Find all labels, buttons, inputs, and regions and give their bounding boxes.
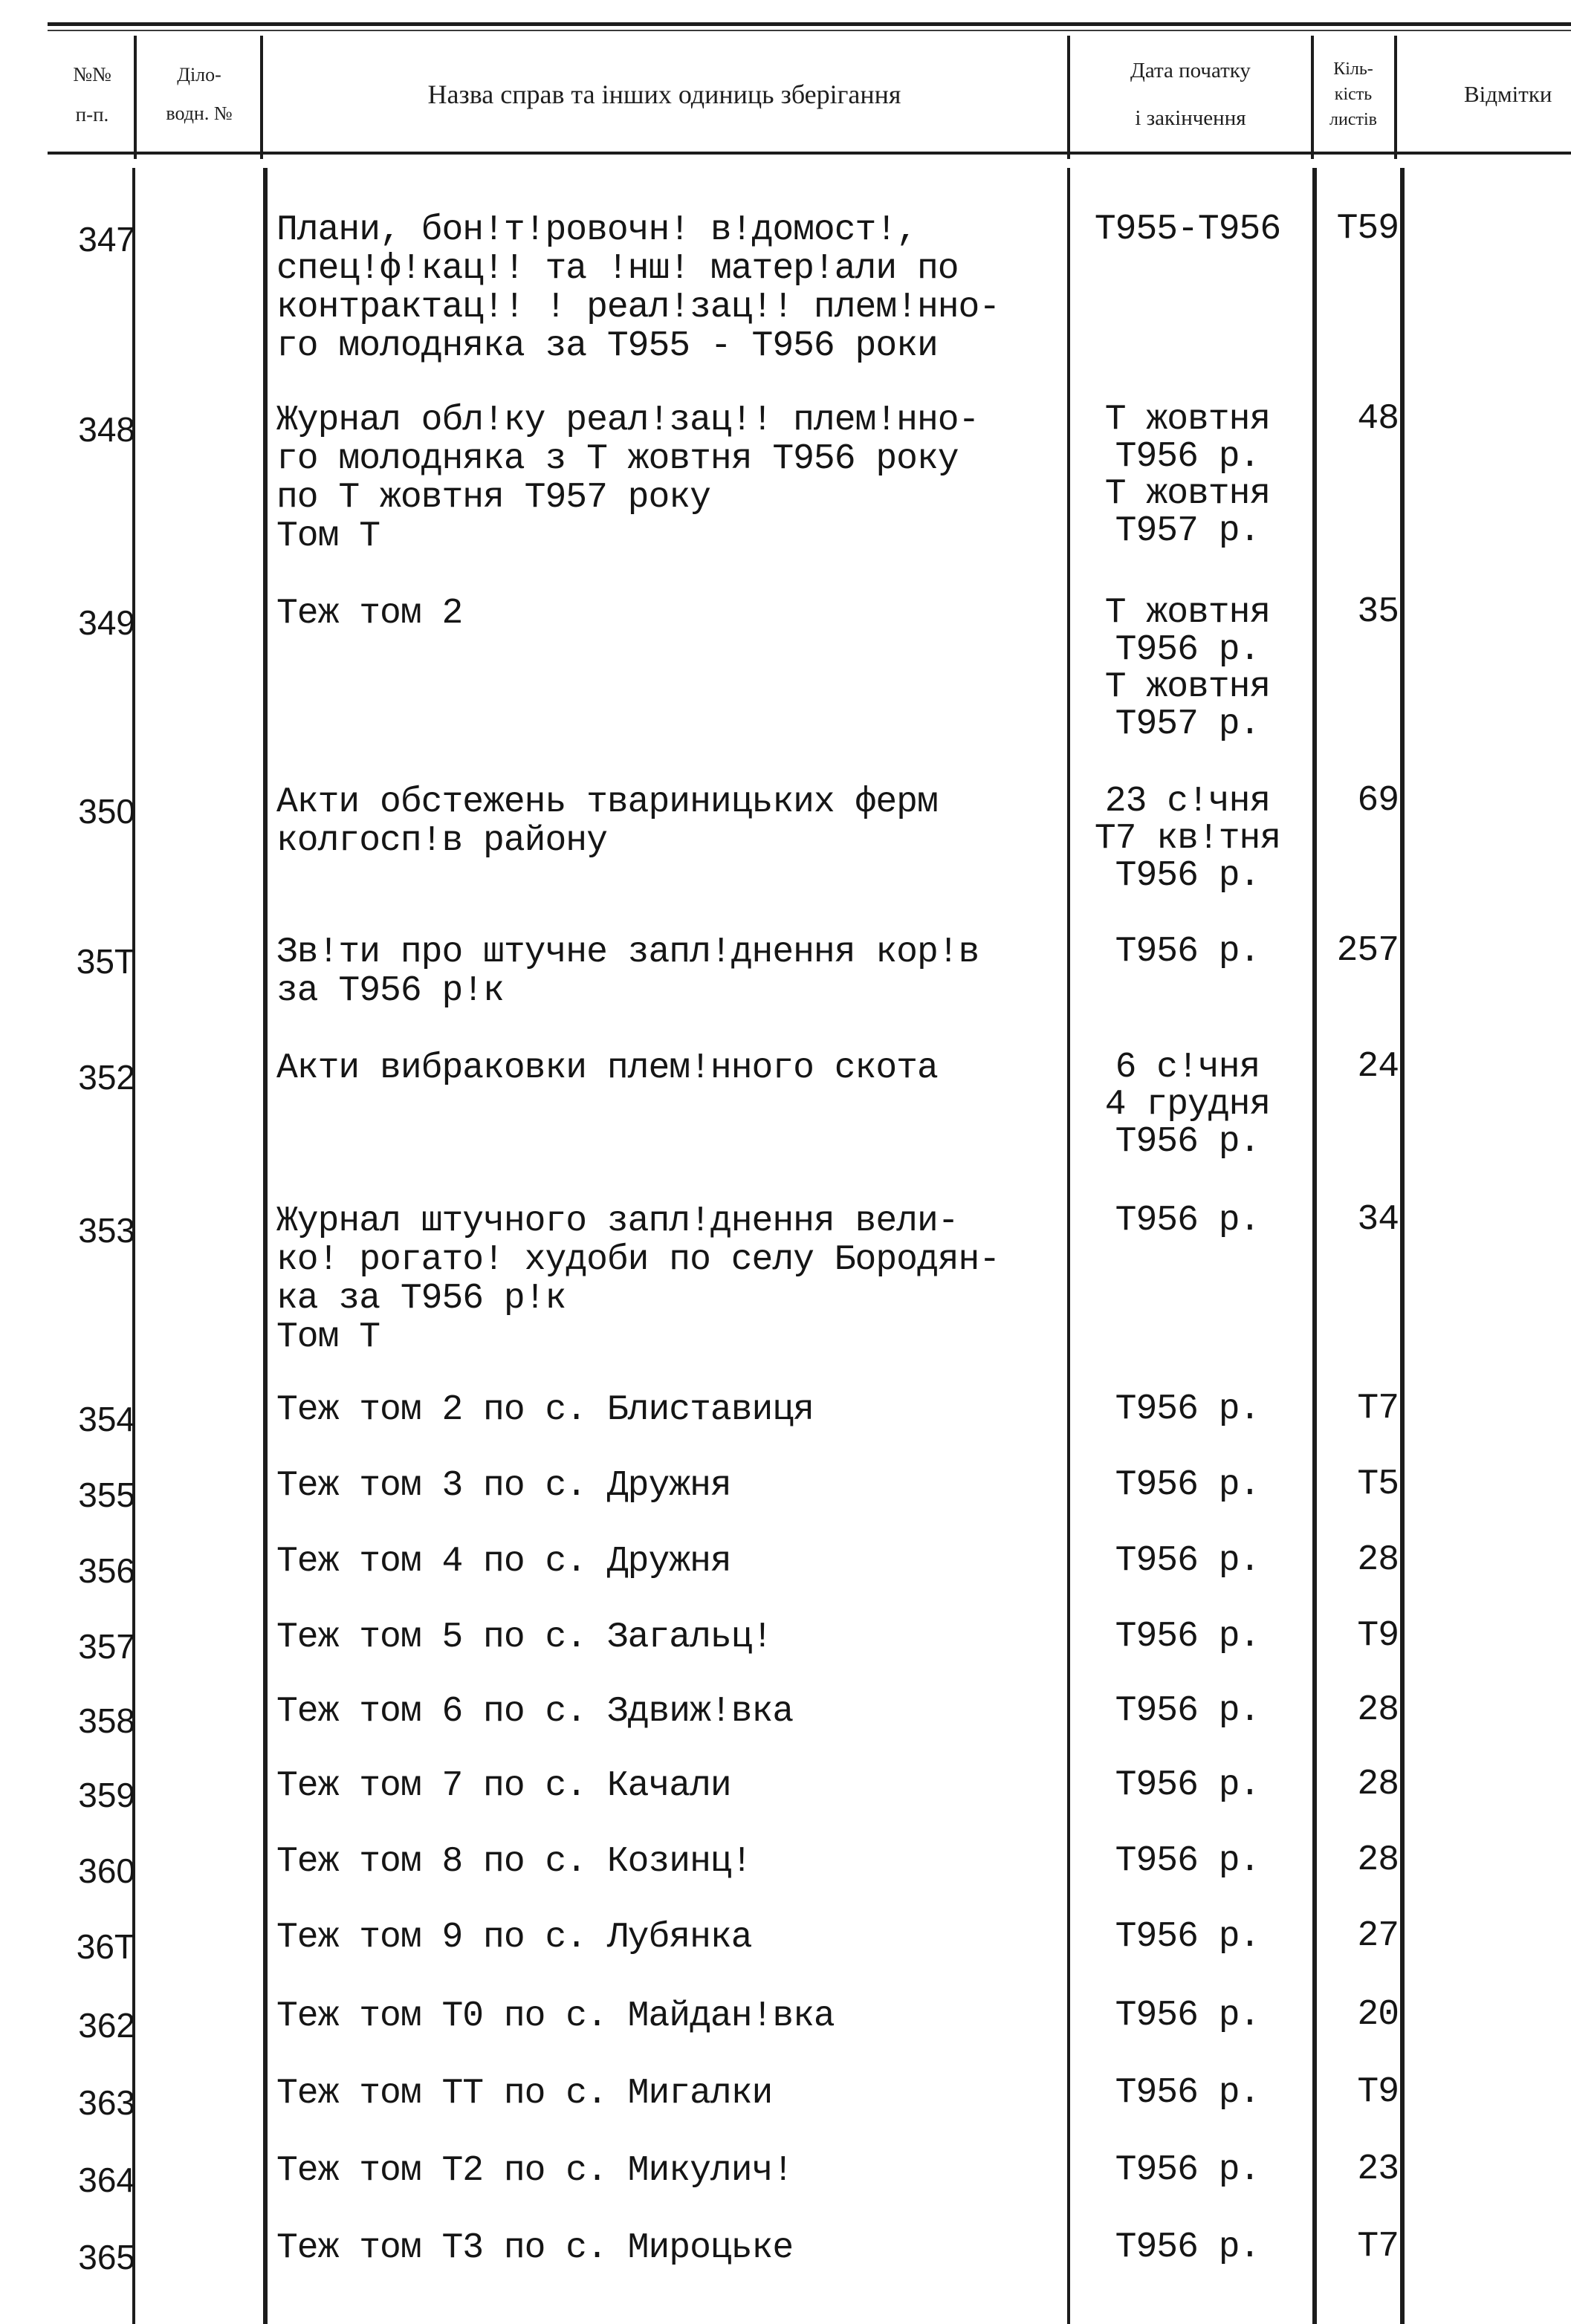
row-date-range: Т жовтня Т956 р. Т жовтня Т957 р. (1104, 593, 1271, 744)
column-divider (263, 168, 268, 2324)
row-sheet-count: 48 (1357, 399, 1399, 439)
row-sheet-count: 28 (1357, 1540, 1399, 1580)
row-sheet-count: 27 (1357, 1916, 1399, 1956)
row-number: 362 (78, 2006, 135, 2045)
row-date-range: 6 с!чня 4 грудня Т956 р. (1104, 1048, 1271, 1162)
row-date-range: Т956 р. (1115, 932, 1260, 972)
row-title: Теж том 8 по с. Козинц! (276, 1842, 752, 1882)
row-date-range: Т956 р. (1115, 2150, 1260, 2190)
row-sheet-count: Т9 (1357, 2072, 1399, 2112)
row-date-range: Т956 р. (1115, 2073, 1260, 2113)
row-number: 358 (78, 1701, 135, 1740)
row-sheet-count: 257 (1336, 931, 1399, 971)
row-title: Журнал штучного запл!днення вели- ко! рогато! худоби по селу Бородян- ка за Т956 р!к Том Т (276, 1201, 1000, 1357)
row-date-range: Т956 р. (1115, 1917, 1260, 1957)
row-number: 347 (78, 220, 135, 259)
header-notes: Відмітки (1464, 81, 1552, 107)
row-sheet-count: 20 (1357, 1995, 1399, 2035)
row-sheet-count: 24 (1357, 1047, 1399, 1087)
row-sheet-count: 35 (1357, 592, 1399, 632)
row-number: 356 (78, 1551, 135, 1590)
row-title: Теж том ТТ по с. Мигалки (276, 2074, 773, 2114)
row-number: 363 (78, 2083, 135, 2122)
row-sheet-count: 69 (1357, 781, 1399, 821)
row-number: 359 (78, 1776, 135, 1814)
header-number: №№ п-п. (73, 63, 111, 126)
top-rule (48, 22, 1571, 26)
row-sheet-count: 28 (1357, 1765, 1399, 1805)
row-date-range: Т956 р. (1115, 1996, 1260, 2036)
row-number: 352 (78, 1058, 135, 1097)
row-title: Акти вибраковки плем!нного скота (276, 1048, 938, 1088)
row-sheet-count: 28 (1357, 1840, 1399, 1880)
row-title: Теж том 3 по с. Дружня (276, 1466, 731, 1506)
row-number: 348 (78, 410, 135, 449)
row-sheet-count: 28 (1357, 1690, 1399, 1730)
row-number: 36Т (76, 1927, 135, 1966)
row-date-range: Т956 р. (1115, 1389, 1260, 1429)
row-title: Теж том 4 по с. Дружня (276, 1542, 731, 1582)
row-date-range: Т956 р. (1115, 1201, 1260, 1241)
row-date-range: Т956 р. (1115, 2227, 1260, 2268)
row-date-range: Т956 р. (1115, 1841, 1260, 1881)
row-date-range: Т956 р. (1115, 1617, 1260, 1657)
row-sheet-count: Т5 (1357, 1464, 1399, 1505)
header-divider (1394, 36, 1397, 159)
row-title: Теж том 2 (276, 594, 463, 634)
column-divider (1400, 168, 1405, 2324)
row-number: 355 (78, 1476, 135, 1514)
row-number: 360 (78, 1851, 135, 1890)
row-number: 364 (78, 2161, 135, 2199)
header-office-number: Діло- водн. № (166, 64, 233, 124)
row-number: 350 (78, 792, 135, 831)
header-title: Назва справ та інших одиниць зберігання (427, 79, 901, 109)
row-date-range: Т956 р. (1115, 1465, 1260, 1505)
row-date-range: Т956 р. (1115, 1765, 1260, 1805)
row-date-range: Т956 р. (1115, 1541, 1260, 1581)
row-sheet-count: 23 (1357, 2149, 1399, 2190)
row-title: Акти обстежень твариницьких ферм колгосп!в району (276, 782, 938, 861)
row-title: Плани, бон!т!ровочн! в!домост!, спец!ф!кац!! та !нш! матер!али по контрактац!! ! реал!зац!! плем!нно- го молодняка за Т955 - Т956 роки (276, 210, 1000, 366)
row-title: Зв!ти про штучне запл!днення кор!в за Т956 р!к (276, 932, 979, 1011)
row-number: 354 (78, 1400, 135, 1438)
row-sheet-count: Т59 (1336, 209, 1399, 249)
row-date-range: Т956 р. (1115, 1691, 1260, 1731)
row-sheet-count: Т7 (1357, 1389, 1399, 1429)
row-title: Теж том Т2 по с. Микулич! (276, 2151, 794, 2191)
row-title: Теж том 9 по с. Лубянка (276, 1918, 752, 1958)
row-date-range: 23 с!чня Т7 кв!тня Т956 р. (1094, 782, 1281, 896)
row-title: Теж том Т0 по с. Майдан!вка (276, 1996, 835, 2036)
row-number: 35Т (76, 942, 135, 981)
top-rule-thin (48, 30, 1571, 31)
row-number: 349 (78, 603, 135, 642)
header-bottom-rule (48, 152, 1571, 155)
row-title: Теж том 5 по с. Загальц! (276, 1617, 773, 1658)
row-title: Теж том Т3 по с. Мироцьке (276, 2228, 794, 2268)
row-number: 365 (78, 2238, 135, 2276)
row-title: Теж том 7 по с. Качали (276, 1766, 731, 1806)
row-title: Теж том 6 по с. Здвиж!вка (276, 1692, 794, 1732)
row-sheet-count: 34 (1357, 1200, 1399, 1240)
row-date-range: Т жовтня Т956 р. Т жовтня Т957 р. (1104, 400, 1271, 551)
header-sheet-count: Кіль- кість листів (1329, 59, 1377, 129)
row-number: 357 (78, 1627, 135, 1666)
row-title: Журнал обл!ку реал!зац!! плем!нно- го молодняка з Т жовтня Т956 року по Т жовтня Т957 року Том Т (276, 400, 979, 556)
row-sheet-count: Т7 (1357, 2227, 1399, 2267)
row-date-range: Т955-Т956 (1094, 210, 1281, 250)
row-sheet-count: Т9 (1357, 1616, 1399, 1656)
header-date-range: Дата початку і закінчення (1130, 59, 1251, 130)
row-title: Теж том 2 по с. Блиставиця (276, 1390, 814, 1430)
row-number: 353 (78, 1211, 135, 1250)
